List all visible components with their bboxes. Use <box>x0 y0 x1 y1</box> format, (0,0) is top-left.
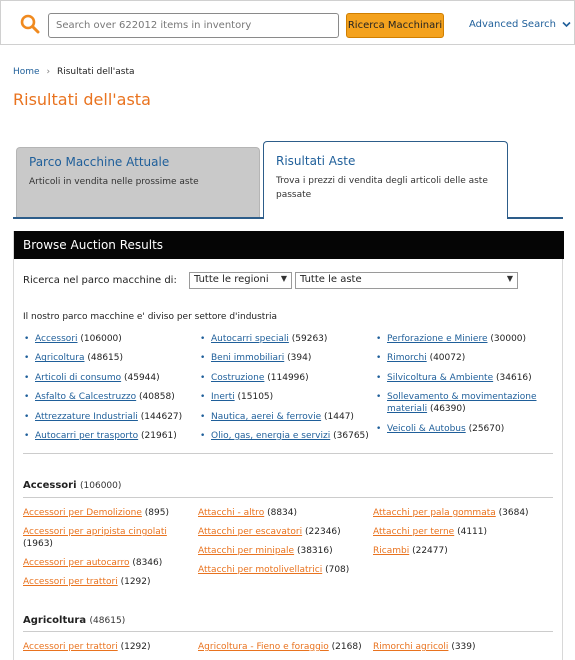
list-item <box>23 352 188 371</box>
list-item <box>198 526 368 545</box>
item-count: (46390) <box>429 404 466 415</box>
industry-link[interactable]: Attrezzature Industriali <box>35 411 138 422</box>
item-count: (15105) <box>237 392 274 403</box>
dropdown-arrow-icon: ▼ <box>280 274 287 283</box>
item-count: (48615) <box>87 353 124 364</box>
chevron-down-icon <box>562 21 571 28</box>
divider <box>23 497 553 498</box>
item-count: (30000) <box>490 334 527 344</box>
subcategory-col3 <box>373 641 553 653</box>
region-select-value: Tutte le regioni <box>194 274 269 285</box>
list-item <box>198 641 373 653</box>
divider <box>23 631 553 632</box>
industry-link[interactable]: Rimorchi <box>387 353 427 364</box>
subcategory-col2 <box>198 507 368 583</box>
list-item <box>373 526 553 545</box>
item-count: (40072) <box>429 353 466 364</box>
industry-link[interactable]: Silvicoltura & Ambiente <box>387 372 494 383</box>
industry-list-col1 <box>23 333 188 449</box>
item-count: (1292) <box>120 642 151 652</box>
industry-link[interactable]: Veicoli & Autobus <box>387 424 466 435</box>
list-item <box>373 545 553 564</box>
list-item <box>199 352 379 371</box>
industry-link[interactable]: Agricoltura <box>35 353 85 364</box>
search-icon <box>20 14 40 34</box>
list-item <box>373 641 553 653</box>
breadcrumb-home[interactable]: Home <box>13 67 40 77</box>
list-item <box>23 391 188 410</box>
divider <box>23 453 553 454</box>
item-count: (22477) <box>412 546 448 556</box>
panel-title: Browse Auction Results <box>14 231 564 259</box>
list-item <box>375 372 555 391</box>
breadcrumb-separator: › <box>46 67 51 77</box>
item-count: (1292) <box>120 577 151 587</box>
list-item <box>199 430 379 449</box>
industry-link[interactable]: Costruzione <box>211 372 265 383</box>
item-count: (22346) <box>305 527 341 537</box>
page-title: Risultati dell'asta <box>13 90 151 109</box>
search-button[interactable]: Ricerca Macchinari <box>346 13 444 38</box>
subcategory-link[interactable]: Ricambi <box>373 546 410 556</box>
subcategory-link[interactable]: Accessori per autocarro <box>23 558 130 568</box>
list-item <box>199 391 379 410</box>
subcategory-col1 <box>23 641 188 653</box>
subcategory-link[interactable]: Attacchi - altro <box>198 508 265 518</box>
item-count: (34616) <box>496 372 532 383</box>
auction-select[interactable] <box>295 272 518 289</box>
section-title-agricoltura <box>23 615 125 626</box>
subcategory-link[interactable]: Accessori per apripista cingolati <box>23 527 167 537</box>
list-item <box>23 333 188 352</box>
list-item <box>375 352 555 371</box>
search-input[interactable] <box>48 13 339 38</box>
subcategory-link[interactable]: Accessori per trattori <box>23 577 118 587</box>
item-count: (38316) <box>296 546 333 556</box>
list-item <box>23 372 188 391</box>
subcategory-link[interactable]: Attacchi per minipale <box>198 546 295 556</box>
section-title-text: Accessori <box>23 480 77 491</box>
dropdown-arrow-icon: ▼ <box>506 274 513 283</box>
industry-link[interactable]: Perforazione e Miniere <box>387 334 488 344</box>
breadcrumb <box>13 67 135 77</box>
industry-link[interactable]: Asfalto & Calcestruzzo <box>35 392 137 403</box>
industry-link[interactable]: Accessori <box>35 334 78 344</box>
item-count: (2168) <box>331 642 362 652</box>
subcategory-link[interactable]: Accessori per Demolizione <box>23 508 142 518</box>
item-count: (36765) <box>333 430 369 441</box>
item-count: (25670) <box>468 424 505 435</box>
tab-auction-results-desc: Trova i prezzi di vendita degli articoli delle aste passate <box>276 176 488 200</box>
list-item <box>23 576 188 595</box>
subcategory-col1 <box>23 507 188 595</box>
item-count: (8346) <box>132 558 163 568</box>
list-item <box>198 507 368 526</box>
list-item <box>199 411 379 430</box>
item-count: (106000) <box>80 334 122 344</box>
list-item <box>198 564 368 583</box>
item-count: (8834) <box>267 508 298 518</box>
subcategory-col2 <box>198 641 373 653</box>
top-search-bar <box>0 0 575 45</box>
breadcrumb-current: Risultati dell'asta <box>56 67 135 77</box>
item-count: (45944) <box>123 372 160 383</box>
auction-select-value: Tutte le aste <box>300 274 362 285</box>
item-count: (40858) <box>139 392 175 403</box>
industry-link[interactable]: Inerti <box>211 392 235 403</box>
subcategory-link[interactable]: Agricoltura - Fieno e foraggio <box>198 642 329 652</box>
section-title-accessori <box>23 480 121 491</box>
industry-list-col3 <box>375 333 555 443</box>
industry-link[interactable]: Sollevamento & movimentazione materiali <box>387 392 537 415</box>
item-count: (339) <box>451 642 476 652</box>
item-count: (1963) <box>23 539 53 549</box>
section-count: (106000) <box>80 481 122 491</box>
item-count: (59263) <box>291 334 328 344</box>
industry-link[interactable]: Autocarri per trasporto <box>35 430 139 441</box>
list-item <box>198 545 368 564</box>
item-count: (3684) <box>498 508 529 518</box>
item-count: (114996) <box>267 372 309 383</box>
list-item <box>23 430 188 449</box>
subcategory-link[interactable]: Attacchi per pala gommata <box>373 508 496 518</box>
list-item <box>375 423 555 442</box>
item-count: (21961) <box>141 430 177 441</box>
filter-label: Ricerca nel parco macchine di: <box>23 275 177 286</box>
tab-auction-results[interactable] <box>263 141 508 219</box>
list-item <box>375 333 555 352</box>
industry-list-col2 <box>199 333 379 449</box>
tab-current-fleet-title: Parco Macchine Attuale <box>29 155 170 169</box>
list-item <box>375 391 555 423</box>
list-item <box>23 507 188 526</box>
advanced-search-link[interactable] <box>469 19 571 30</box>
industry-link[interactable]: Autocarri speciali <box>211 334 289 344</box>
item-count: (4111) <box>457 527 488 537</box>
industry-heading: Il nostro parco macchine e' diviso per settore d'industria <box>23 312 278 322</box>
section-count: (48615) <box>89 616 126 626</box>
list-item <box>199 333 379 352</box>
subcategory-link[interactable]: Attacchi per terne <box>373 527 455 537</box>
advanced-search-label: Advanced Search <box>469 19 556 30</box>
list-item <box>23 526 188 557</box>
industry-link[interactable]: Nautica, aerei & ferrovie <box>211 411 322 422</box>
industry-link[interactable]: Olio, gas, energia e servizi <box>211 430 331 441</box>
list-item <box>23 557 188 576</box>
industry-link[interactable]: Beni immobiliari <box>211 353 285 364</box>
item-count: (144627) <box>140 411 183 422</box>
list-item <box>373 507 553 526</box>
tab-current-fleet[interactable] <box>16 147 260 217</box>
item-count: (394) <box>287 353 312 364</box>
section-title-text: Agricoltura <box>23 615 87 626</box>
subcategory-col3 <box>373 507 553 564</box>
subcategory-link[interactable]: Attacchi per escavatori <box>198 527 303 537</box>
tab-auction-results-title: Risultati Aste <box>276 154 356 168</box>
subcategory-link[interactable]: Accessori per trattori <box>23 642 118 652</box>
region-select[interactable] <box>189 272 292 289</box>
auction-results-panel <box>13 231 563 660</box>
item-count: (1447) <box>324 411 354 422</box>
subcategory-link[interactable]: Rimorchi agricoli <box>373 642 449 652</box>
list-item <box>23 411 188 430</box>
item-count: (708) <box>325 565 350 575</box>
subcategory-link[interactable]: Attacchi per motolivellatrici <box>198 565 323 575</box>
industry-link[interactable]: Articoli di consumo <box>35 372 122 383</box>
list-item <box>199 372 379 391</box>
item-count: (895) <box>144 508 169 518</box>
tab-current-fleet-desc: Articoli in vendita nelle prossime aste <box>29 177 199 187</box>
list-item <box>23 641 188 653</box>
